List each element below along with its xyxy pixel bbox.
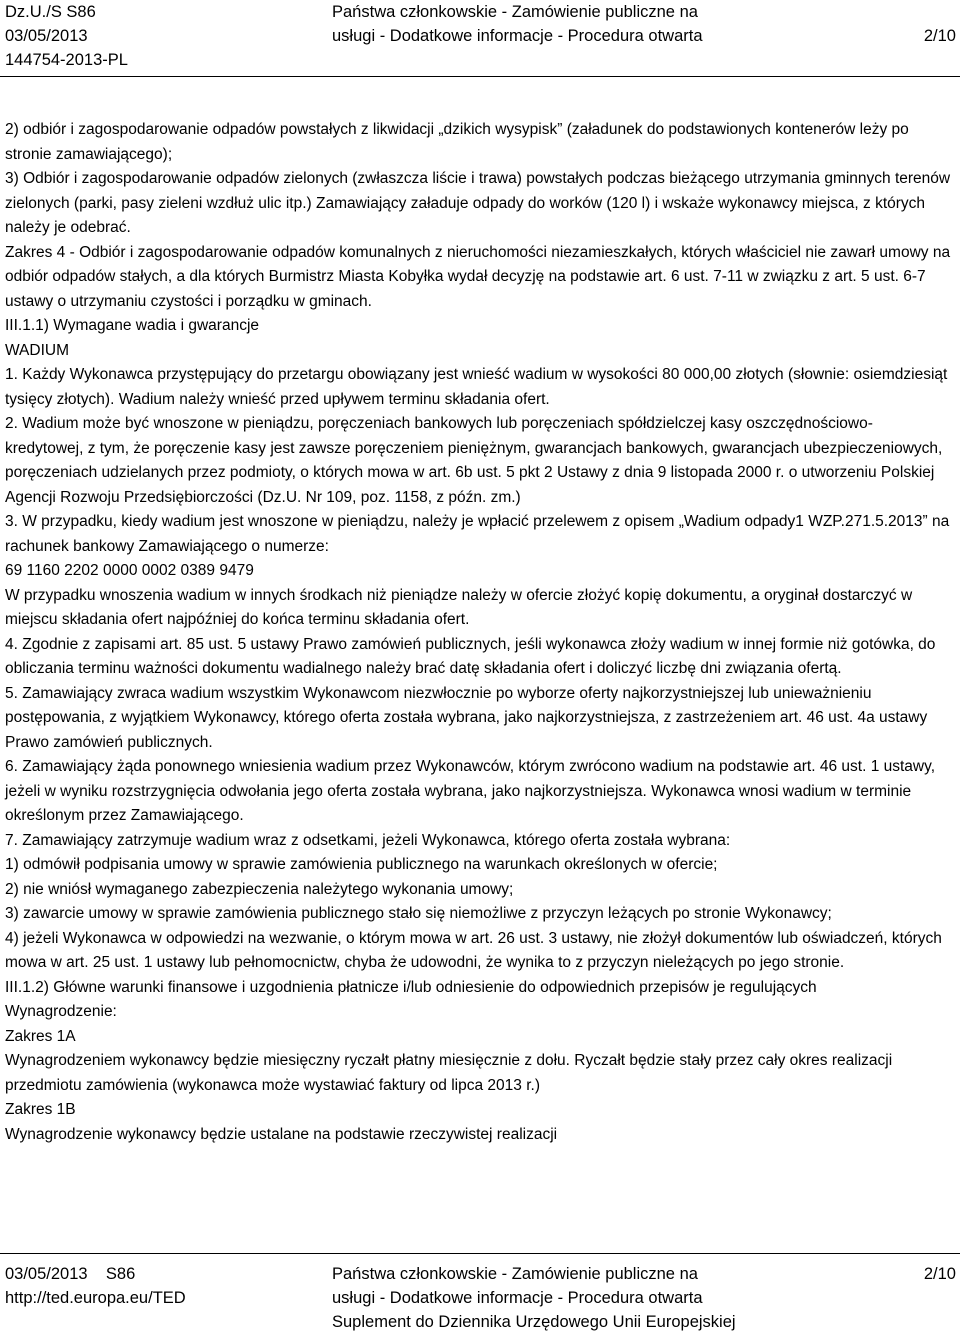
paragraph: 4. Zgodnie z zapisami art. 85 ust. 5 ustawy Prawo zamówień publicznych, jeśli wykonawca złoży wadium w innej formie niż gotówka, do obliczania terminu ważności dokumentu wadialnego należy brać datę składania ofert i doliczyć liczbę dni związania ofertą. [5, 635, 936, 677]
footer-divider [0, 1253, 960, 1254]
footer-notice-type-line-1: Państwa członkowskie - Zamówienie publiczne na [332, 1265, 698, 1283]
subheading: Zakres 1B [5, 1101, 76, 1118]
subheading: Zakres 1A [5, 1027, 76, 1045]
footer-center [332, 1262, 736, 1334]
bank-account-number: 69 1160 2202 0000 0002 0389 9479 [5, 562, 254, 579]
footer-notice-type-line-2: usługi - Dodatkowe informacje - Procedura otwarta [332, 1289, 703, 1307]
paragraph: Wynagrodzenie wykonawcy będzie ustalane na podstawie rzeczywistej realizacji [5, 1125, 558, 1143]
header-center [332, 0, 703, 48]
subheading: Wynagrodzenie: [5, 1003, 117, 1020]
footer-url: http://ted.europa.eu/TED [5, 1289, 186, 1307]
paragraph: Wynagrodzeniem wykonawcy będzie miesięczny ryczałt płatny miesięcznie z dołu. Ryczałt będzie stały przez cały okres realizacji przedmiotu zamówienia (wykonawca może wystawiać faktury od lipca 2013 r.) [5, 1052, 893, 1094]
section-heading: III.1.1) Wymagane wadia i gwarancje [5, 317, 260, 334]
paragraph: Zakres 4 - Odbiór i zagospodarowanie odpadów komunalnych z nieruchomości niezamieszkałych, których właściciel nie zawarł umowy na odbiór odpadów stałych, a dla których Burmistrz Miasta Kobyłka wydał decyzję na podstawie art. 6 ust. 7-11 w związku z art. 5 ust. 6-7 ustawy o utrzymaniu czystości i porządku w gminach. [5, 243, 951, 310]
paragraph: 2) odbiór i zagospodarowanie odpadów powstałych z likwidacji „dzikich wysypisk” (załadunek do podstawionych kontenerów leży po stronie zamawiającego); [5, 121, 909, 163]
footer-supplement-title: Suplement do Dziennika Urzędowego Unii Europejskiej [332, 1313, 736, 1331]
footer-page-number: 2/10 [923, 1265, 956, 1283]
list-item: 2) nie wniósł wymaganego zabezpieczenia należytego wykonania umowy; [5, 880, 514, 898]
paragraph: 3. W przypadku, kiedy wadium jest wnoszone w pieniądzu, należy je wpłacić przelewem z opisem „Wadium odpady1 WZP.271.5.2013” na rachunek bankowy Zamawiającego o numerze: [5, 513, 950, 555]
footer-left [5, 1262, 186, 1310]
paragraph: 3) Odbiór i zagospodarowanie odpadów zielonych (zwłaszcza liście i trawa) powstałych podczas bieżącego utrzymania gminnych terenów zielonych (parki, pasy zieleni wzdłuż ulic itp.) Zamawiający załaduje odpady do worków (120 l) i wskaże wykonawcy miejsca, z których należy je odebrać. [5, 170, 951, 236]
list-item: 3) zawarcie umowy w sprawie zamówienia publicznego stało się niemożliwe z przyczyn leżących po stronie Wykonawcy; [5, 905, 832, 922]
subheading: WADIUM [5, 341, 69, 359]
header-page-number: 2/10 [923, 27, 956, 45]
page-footer [0, 1262, 960, 1334]
document-body [5, 118, 955, 1147]
paragraph: 5. Zamawiający zwraca wadium wszystkim Wykonawcom niezwłocznie po wyborze oferty najkorzystniejszej lub unieważnieniu postępowania, z wyjątkiem Wykonawcy, którego oferta została wybrana, jako najkorzystniejsza, z zastrzeżeniem art. 46 ust. 4a ustawy Prawo zamówień publicznych. [5, 684, 928, 751]
section-heading: III.1.2) Główne warunki finansowe i uzgodnienia płatnicze i/lub odniesienie do odpowiednich przepisów je regulujących [5, 978, 817, 996]
header-divider [0, 76, 960, 77]
paragraph: 6. Zamawiający żąda ponownego wniesienia wadium przez Wykonawców, którym zwrócono wadium na podstawie art. 46 ust. 1 ustawy, jeżeli w wyniku rozstrzygnięcia odwołania jego oferta została wybrana, jako najkorzystniejsza. Wykonawca wnosi wadium w terminie określonym przez Zamawiającego. [5, 758, 936, 824]
page-header [0, 0, 960, 75]
notice-type-line-1: Państwa członkowskie - Zamówienie publiczne na [332, 3, 698, 21]
journal-reference: Dz.U./S S86 [5, 3, 96, 21]
header-left [5, 0, 128, 72]
list-item: 4) jeżeli Wykonawca w odpowiedzi na wezwanie, o którym mowa w art. 26 ust. 3 ustawy, nie złożył dokumentów lub oświadczeń, których mowa w art. 25 ust. 1 ustawy lub pełnomocnictw, chyba że udowodni, że wynika to z przyczyn nieleżących po jego stronie. [5, 929, 942, 971]
notice-type-line-2: usługi - Dodatkowe informacje - Procedura otwarta [332, 27, 703, 45]
list-item: 1) odmówił podpisania umowy w sprawie zamówienia publicznego na warunkach określonych w ofercie; [5, 856, 718, 873]
paragraph: 2. Wadium może być wnoszone w pieniądzu, poręczeniach bankowych lub poręczeniach spółdzielczej kasy oszczędnościowo- kredytowej, z tym, że poręczenie kasy jest zawsze poręczeniem pieniężnym, gwarancjach bankowych, gwarancjach ubezpieczeniowych, poręczeniach udzielanych przez podmioty, o których mowa w art. 6b ust. 5 pkt 2 Ustawy z dnia 9 listopada 2000 r. o utworzeniu Polskiej Agencji Rozwoju Przedsiębiorczości (Dz.U. Nr 109, poz. 1158, z późn. zm.) [5, 415, 943, 506]
footer-date-code: 03/05/2013 S86 [5, 1265, 136, 1283]
paragraph: 1. Każdy Wykonawca przystępujący do przetargu obowiązany jest wnieść wadium w wysokości 80 000,00 złotych (słownie: osiemdziesiąt tysięcy złotych). Wadium należy wnieść przed upływem terminu składania ofert. [5, 366, 948, 408]
paragraph: 7. Zamawiający zatrzymuje wadium wraz z odsetkami, jeżeli Wykonawca, którego oferta została wybrana: [5, 831, 731, 849]
notice-number: 144754-2013-PL [5, 51, 128, 69]
paragraph: W przypadku wnoszenia wadium w innych środkach niż pieniądze należy w ofercie złożyć kopię dokumentu, a oryginał dostarczyć w miejscu składania ofert najpóźniej do końca terminu składania ofert. [5, 586, 913, 628]
publication-date: 03/05/2013 [5, 27, 88, 45]
